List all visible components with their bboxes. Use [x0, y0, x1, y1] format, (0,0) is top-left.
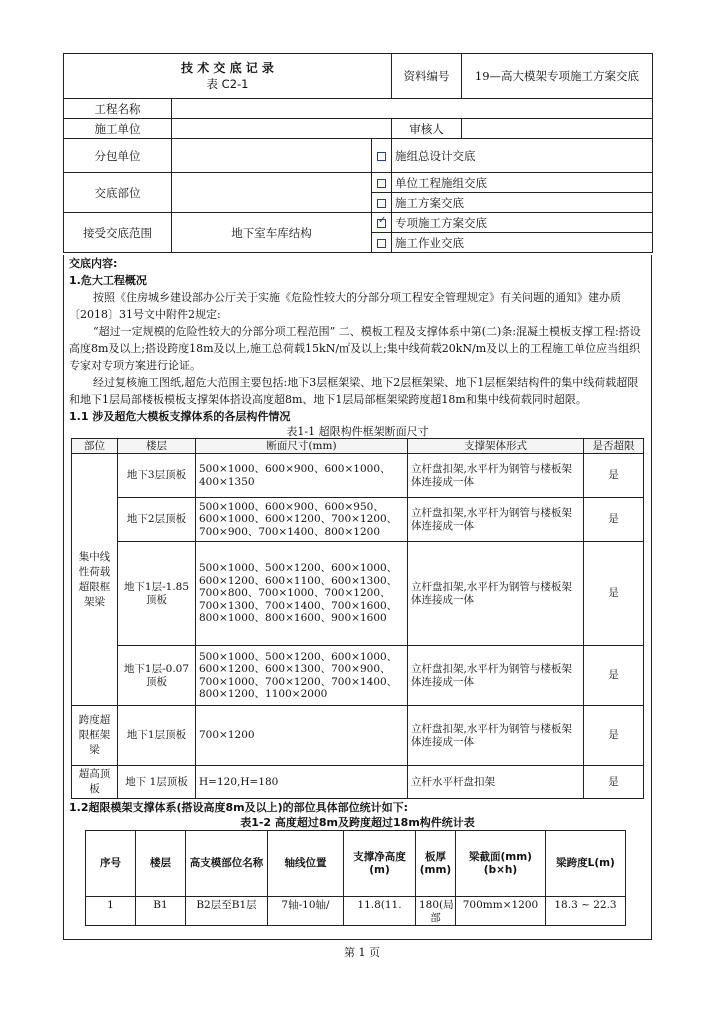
table-1 — [71, 438, 644, 799]
t1-floor: 地下3层顶板 — [118, 454, 196, 498]
page-number: 第 1 页 — [344, 946, 380, 959]
paragraph-3: 经过复核施工图纸,超危大范围主要包括:地下3层框架梁、地下2层框架梁、地下1层框架结构件的集中线荷载超限和地下1层局部楼板模板支撑架体搭设高度超8m、地下1层局部框架梁跨度超18m和集中线荷载同时超限。 — [69, 376, 639, 406]
t1-support: 立杆盘扣架,水平杆为钢管与楼板架体连接成一体 — [408, 498, 584, 542]
t1-header: 部位 — [72, 439, 118, 454]
t1-size: 500×1000、500×1200、600×1000、600×1200、600×1100、600×1300、700×800、700×1000、700×1200、700×1300、700×1400、700×1600、800×1000、800×1600、900×1600 — [196, 542, 408, 646]
t1-group-3: 超高顶板 — [72, 766, 118, 799]
t2-cell: 18.3 ~ 22.3 — [546, 897, 626, 926]
t1-support: 立杆盘扣架,水平杆为钢管与楼板架体连接成一体 — [408, 646, 584, 706]
t1-over: 是 — [584, 542, 644, 646]
t1-header: 是否超限 — [584, 439, 644, 454]
t2-cell: B1 — [136, 897, 186, 926]
t1-size: H=120,H=180 — [196, 766, 408, 799]
section-1-1-title: 1.1 涉及超危大模板支撑体系的各层构件情况 — [69, 410, 291, 423]
opt-construct: 施工方案交底 — [392, 193, 653, 213]
sub-value — [172, 139, 372, 173]
t2-header: 板厚(mm) — [416, 831, 456, 897]
content-heading: 交底内容: — [69, 257, 118, 270]
checkbox-work[interactable] — [377, 239, 386, 248]
t2-header: 梁截面(mm)(b×h) — [456, 831, 546, 897]
t1-size: 500×1000、600×900、600×950、600×1000、600×1200、700×1200、700×900、700×1400、800×1200 — [196, 498, 408, 542]
t2-header: 梁跨度L(m) — [546, 831, 626, 897]
t1-group-2: 跨度超限框架梁 — [72, 706, 118, 766]
t2-header: 楼层 — [136, 831, 186, 897]
checkbox-unit-design[interactable] — [377, 179, 386, 188]
opt-special: 专项施工方案交底 — [392, 213, 653, 233]
t1-over: 是 — [584, 498, 644, 542]
t2-header: 轴线位置 — [268, 831, 344, 897]
reviewer-value — [462, 119, 653, 139]
sub-label: 分包单位 — [64, 139, 172, 173]
t1-floor: 地下1层顶板 — [118, 706, 196, 766]
t1-floor: 地下1层-0.07顶板 — [118, 646, 196, 706]
t2-cell: 11.8(11. — [344, 897, 416, 926]
content-section — [63, 255, 652, 940]
t1-support: 立杆盘扣架,水平杆为钢管与楼板架体连接成一体 — [408, 706, 584, 766]
dept-value — [172, 173, 372, 213]
dept-label: 交底部位 — [64, 173, 172, 213]
opt-work: 施工作业交底 — [392, 233, 653, 253]
table-2 — [85, 830, 626, 926]
table1-caption: 表1-1 超限构件框架断面尺寸 — [286, 425, 429, 438]
t1-over: 是 — [584, 454, 644, 498]
opt-unit-design: 单位工程施组交底 — [392, 173, 653, 193]
t2-header: 序号 — [86, 831, 136, 897]
doc-no-label: 资料编号 — [392, 54, 462, 99]
t2-cell: 1 — [86, 897, 136, 926]
t2-cell: 180(局部 — [416, 897, 456, 926]
t1-floor: 地下2层顶板 — [118, 498, 196, 542]
t1-header: 断面尺寸(mm) — [196, 439, 408, 454]
scope-label: 接受交底范围 — [64, 213, 172, 253]
contractor-value — [172, 119, 392, 139]
section-1-title: 1.危大工程概况 — [69, 274, 147, 287]
t1-over: 是 — [584, 706, 644, 766]
record-title: 技 术 交 底 记 录 — [181, 61, 274, 75]
checkbox-special[interactable] — [377, 219, 386, 228]
t1-support: 立杆水平杆盘扣架 — [408, 766, 584, 799]
opt-org-design: 施组总设计交底 — [392, 139, 653, 173]
checkbox-construct[interactable] — [377, 199, 386, 208]
t2-header: 支撑净高度(m) — [344, 831, 416, 897]
t1-size: 500×1000、600×900、600×1000、400×1350 — [196, 454, 408, 498]
form-number: 表 C2-1 — [206, 77, 249, 91]
t2-cell: 700mm×1200 — [456, 897, 546, 926]
scope-value: 地下室车库结构 — [172, 213, 372, 253]
paragraph-1: 按照《住房城乡建设部办公厅关于实施《危险性较大的分部分项工程安全管理规定》有关问题的通知》建办质〔2018〕31号文中附件2规定: — [69, 291, 621, 321]
t1-header: 支撑架体形式 — [408, 439, 584, 454]
t1-over: 是 — [584, 646, 644, 706]
table2-caption: 表1-2 高度超过8m及跨度超过18m构件统计表 — [240, 816, 475, 829]
project-value — [172, 99, 653, 119]
t1-over: 是 — [584, 766, 644, 799]
reviewer-label: 审核人 — [392, 119, 462, 139]
project-label: 工程名称 — [64, 99, 172, 119]
checkbox-org-design[interactable] — [377, 152, 386, 161]
t2-header: 高支模部位名称 — [186, 831, 268, 897]
t1-header: 楼层 — [118, 439, 196, 454]
section-1-2-title: 1.2超限模架支撑体系(搭设高度8m及以上)的部位具体部位统计如下: — [69, 801, 409, 814]
t1-floor: 地下 1层顶板 — [118, 766, 196, 799]
t2-cell: 7轴-10轴/ — [268, 897, 344, 926]
t1-size: 700×1200 — [196, 706, 408, 766]
t2-cell: B2层至B1层 — [186, 897, 268, 926]
doc-no-value: 19—高大模架专项施工方案交底 — [462, 54, 653, 99]
t1-size: 500×1000、500×1200、600×1000、600×1200、600×1300、700×900、700×1000、700×1200、700×1400、800×1200、1100×2000 — [196, 646, 408, 706]
t1-group-1: 集中线性荷载超限框架梁 — [72, 454, 118, 706]
t1-support: 立杆盘扣架,水平杆为钢管与楼板架体连接成一体 — [408, 542, 584, 646]
contractor-label: 施工单位 — [64, 119, 172, 139]
header-table — [63, 53, 653, 253]
t1-floor: 地下1层-1.85顶板 — [118, 542, 196, 646]
t1-support: 立杆盘扣架,水平杆为钢管与楼板架体连接成一体 — [408, 454, 584, 498]
paragraph-2: “超过一定规模的危险性较大的分部分项工程范围” 二、模板工程及支撑体系中第(二)条:混凝土模板支撑工程:搭设高度8m及以上;搭设跨度18m及以上,施工总荷载15kN/㎡及以上;集中线荷载20kN/m及以上的工程施工单位应当组织专家对专项方案进行论证。 — [69, 325, 641, 372]
